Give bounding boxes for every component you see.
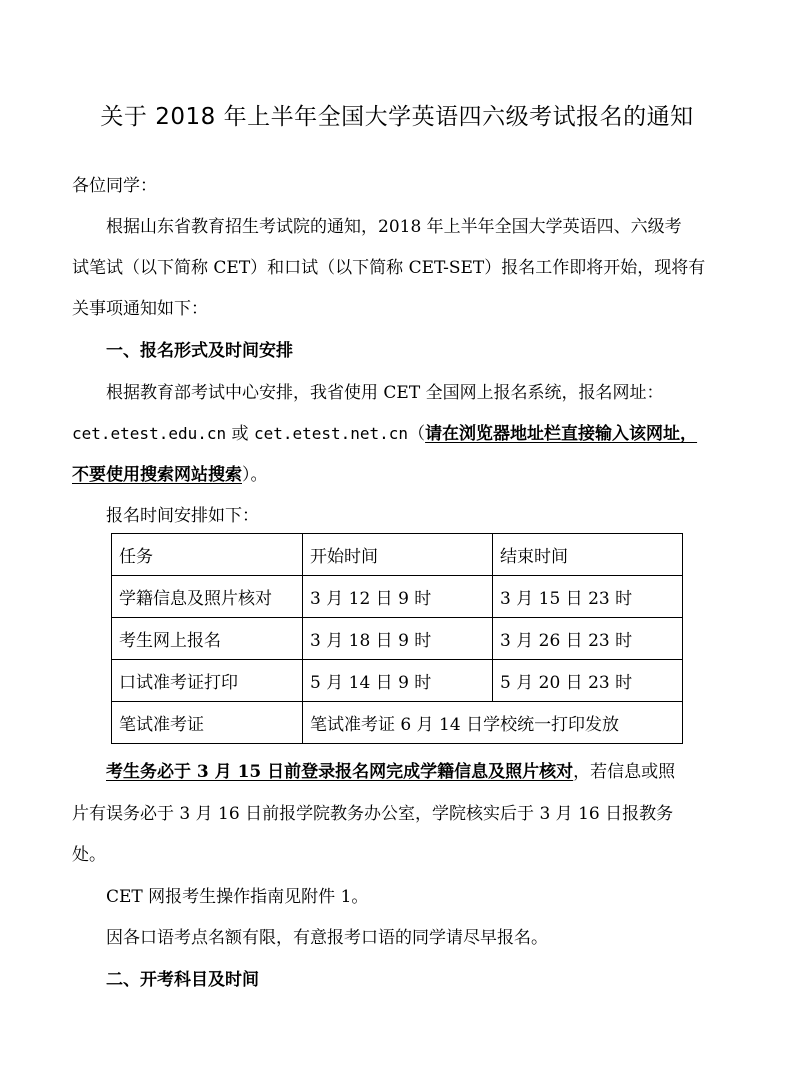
- table-row: [112, 660, 683, 702]
- guide-line: CET 网报考生操作指南见附件 1。: [106, 887, 369, 907]
- deadline-line-3: 处。: [72, 845, 106, 865]
- table-cell: 5 月 14 日 9 时: [303, 660, 493, 702]
- greeting: 各位同学：: [72, 176, 157, 196]
- table-cell: 口试准考证打印: [112, 660, 303, 702]
- table-row: [112, 576, 683, 618]
- table-header-row: [112, 534, 683, 576]
- intro-line-3: 关事项通知如下：: [72, 299, 208, 319]
- warning-text-2: 不要使用搜索网站搜索: [72, 465, 242, 485]
- table-cell: 3 月 12 日 9 时: [303, 576, 493, 618]
- table-cell: 3 月 15 日 23 时: [493, 576, 683, 618]
- deadline-emphasis: 考生务必于 3 月 15 日前登录报名网完成学籍信息及照片核对: [106, 762, 574, 782]
- url-link-2[interactable]: cet.etest.net.cn: [253, 424, 409, 443]
- table-cell: 考生网上报名: [112, 618, 303, 660]
- table-cell: 3 月 26 日 23 时: [493, 618, 683, 660]
- intro-line-2: 试笔试（以下简称 CET）和口试（以下简称 CET-SET）报名工作即将开始，现将有: [72, 258, 706, 278]
- deadline-rest: ，若信息或照: [573, 762, 676, 782]
- section-1-heading: 一、报名形式及时间安排: [106, 341, 293, 361]
- deadline-line-2: 片有误务必于 3 月 16 日前报学院教务办公室，学院核实后于 3 月 16 日报教务: [72, 804, 674, 824]
- table-cell: 笔试准考证: [112, 702, 303, 744]
- table-row: [112, 618, 683, 660]
- url-separator: 或: [226, 424, 254, 444]
- section-2-heading: 二、开考科目及时间: [106, 970, 259, 990]
- document-title: 关于 2018 年上半年全国大学英语四六级考试报名的通知: [100, 104, 694, 130]
- table-cell: 5 月 20 日 23 时: [493, 660, 683, 702]
- deadline-line-1: [106, 757, 675, 782]
- warning-text-1: 请在浏览器地址栏直接输入该网址，: [425, 424, 698, 444]
- header-start: 开始时间: [303, 534, 493, 576]
- url-line: [72, 419, 697, 444]
- header-task: 任务: [112, 534, 303, 576]
- table-row: [112, 702, 683, 744]
- table-cell: 3 月 18 日 9 时: [303, 618, 493, 660]
- warning-line-2: [72, 460, 268, 485]
- header-end: 结束时间: [493, 534, 683, 576]
- url-link-1[interactable]: cet.etest.edu.cn: [72, 424, 227, 443]
- section-1-line-1: 根据教育部考试中心安排，我省使用 CET 全国网上报名系统，报名网址：: [106, 383, 664, 403]
- schedule-table: [111, 533, 683, 744]
- oral-note-line: 因各口语考点名额有限，有意报考口语的同学请尽早报名。: [106, 928, 548, 948]
- close-paren: ）。: [242, 465, 268, 485]
- intro-line-1: 根据山东省教育招生考试院的通知，2018 年上半年全国大学英语四、六级考: [106, 217, 682, 237]
- table-cell: 学籍信息及照片核对: [112, 576, 303, 618]
- open-paren: （: [408, 424, 426, 444]
- table-cell-merged: 笔试准考证 6 月 14 日学校统一打印发放: [303, 702, 683, 744]
- schedule-intro: 报名时间安排如下：: [106, 506, 259, 526]
